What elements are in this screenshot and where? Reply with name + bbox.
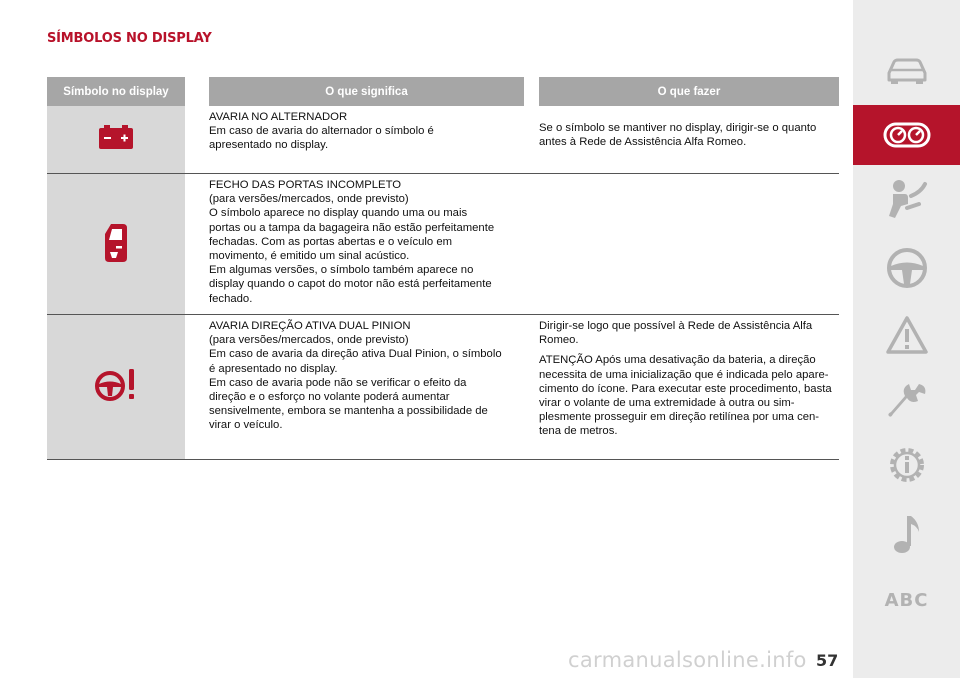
table-row	[47, 315, 839, 460]
header-symbol: Símbolo no display	[47, 77, 185, 106]
abc-index-label: ABC	[884, 589, 929, 611]
wrench-icon	[885, 380, 929, 424]
nav-item-multimedia[interactable]	[853, 505, 960, 565]
nav-item-safety[interactable]	[853, 170, 960, 230]
warning-triangle-icon	[884, 314, 930, 356]
nav-item-index[interactable]	[853, 570, 960, 630]
symbols-table	[47, 77, 839, 460]
car-icon	[885, 55, 929, 85]
header-meaning: O que significa	[209, 77, 524, 106]
symbol-cell	[47, 315, 185, 460]
symbol-cell	[47, 174, 185, 315]
dashboard-icon	[883, 120, 931, 150]
table-row	[47, 174, 839, 315]
door-open-icon	[101, 220, 131, 264]
chapter-sidebar	[853, 0, 960, 678]
table-row	[47, 106, 839, 174]
meaning-cell: AVARIA NO ALTERNADOR Em caso de avaria do alternador o símbolo é apresentado no display.	[209, 106, 524, 174]
nav-item-warnings[interactable]	[853, 305, 960, 365]
nav-item-dashboard[interactable]	[853, 105, 960, 165]
meaning-cell: AVARIA DIREÇÃO ATIVA DUAL PINION (para versões/mercados, onde previsto) Em caso de avaria da direção ativa Dual Pinion, o símbolo é apresentado no display. Em caso de avaria pode não se verificar o efeito da direção e o esforço no volante poderá aumentar sensivelmente, embora se mantenha a possibilidade de virar o veículo.	[209, 315, 524, 460]
nav-item-car[interactable]	[853, 40, 960, 100]
nav-item-steering[interactable]	[853, 238, 960, 298]
section-title: SÍMBOLOS NO DISPLAY	[47, 31, 212, 46]
symbol-cell	[47, 106, 185, 174]
steering-fault-icon	[93, 365, 139, 405]
page-number: 57	[816, 651, 839, 670]
action-cell: Dirigir-se logo que possível à Rede de Assistência Alfa Romeo. ATENÇÃO Após uma desativação da bateria, a direção necessita de uma inicialização que é indicada pelo apare-cimento do ícone. Para executar este procedimento, basta virar o volante de uma extremidade à outra ou sim-plesmente prosseguir em direção retilínea por uma cen-tena de metros.	[539, 315, 839, 460]
battery-warning-icon	[96, 122, 136, 152]
meaning-cell: FECHO DAS PORTAS INCOMPLETO (para versões/mercados, onde previsto) O símbolo aparece no display quando uma ou mais portas ou a tampa da bagageira não estão perfeitamente fechadas. Com as portas abertas e o veículo em movimento, é emitido um sinal acústico. Em algumas versões, o símbolo também aparece no display quando o capot do motor não está perfeitamente fechado.	[209, 174, 524, 315]
seat-safety-icon	[885, 178, 929, 222]
header-action: O que fazer	[539, 77, 839, 106]
nav-item-technical-data[interactable]	[853, 435, 960, 495]
gear-info-icon	[884, 442, 930, 488]
nav-item-maintenance[interactable]	[853, 372, 960, 432]
watermark: carmanualsonline.info	[568, 648, 807, 672]
steering-wheel-icon	[885, 246, 929, 290]
music-note-icon	[889, 512, 925, 558]
action-cell	[539, 174, 839, 315]
action-cell: Se o símbolo se mantiver no display, dirigir-se o quanto antes à Rede de Assistência Alfa Romeo.	[539, 106, 839, 174]
